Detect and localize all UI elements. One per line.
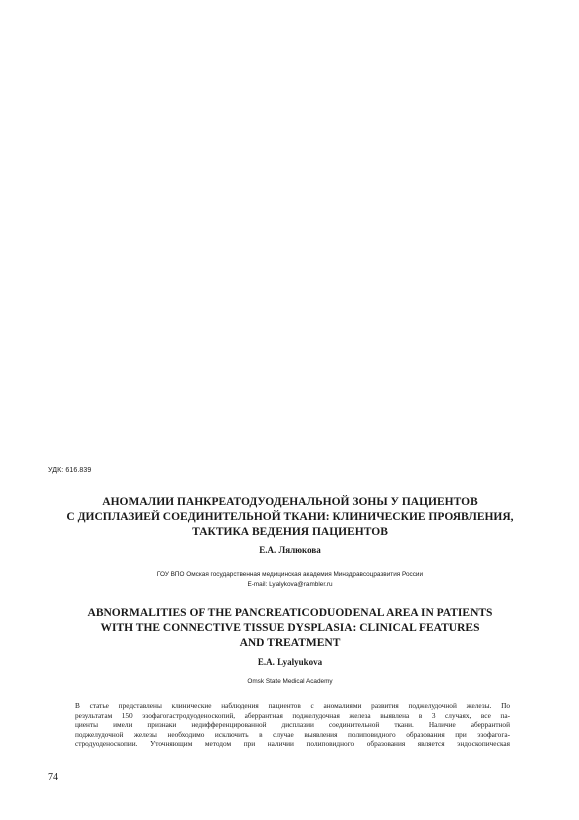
title-ru-line: С ДИСПЛАЗИЕЙ СОЕДИНИТЕЛЬНОЙ ТКАНИ: КЛИНИЧЕСКИЕ ПРОЯВЛЕНИЯ, [66,511,514,523]
article-title-ru [40,495,540,540]
article-title-en [40,606,540,651]
page-number: 74 [48,772,58,783]
abstract-line: стродуоденоскопии. Уточняющим методом при наличии полиповидного образования является эндоскопическая [75,739,510,749]
title-ru-line: АНОМАЛИИ ПАНКРЕАТОДУОДЕНАЛЬНОЙ ЗОНЫ У ПАЦИЕНТОВ [102,496,478,508]
abstract-line: поджелудочной железы необходимо исключить в случае выявления полиповидного образования при эзофагога- [75,729,510,739]
abstract-line: В статье представлены клинические наблюдения пациентов с аномалиями развития поджелудочной железы. По [75,701,510,710]
abstract-line: результатам 150 эзофагогастродуоденоскопий, аберрантная поджелудочная железа выявлена в 3 случаях, все па- [75,710,510,720]
author-en: E.A. Lyalyukova [257,657,323,667]
abstract-text [75,701,510,749]
udk-code: УДК: 616.839 [48,467,92,474]
title-en-line: ABNORMALITIES OF THE PANCREATICODUODENAL AREA IN PATIENTS [87,607,493,619]
title-ru-line: ТАКТИКА ВЕДЕНИЯ ПАЦИЕНТОВ [192,526,388,538]
affiliation-en: Omsk State Medical Academy [247,678,333,685]
title-en-line: WITH THE CONNECTIVE TISSUE DYSPLASIA: CLINICAL FEATURES [100,622,480,634]
affiliation-email: E-mail: Lyalykova@rambler.ru [247,581,333,588]
abstract-line: циенты имели признаки недифференцированной дисплазии соединительной ткани. Наличие аберрантной [75,720,510,730]
title-en-line: AND TREATMENT [239,637,341,649]
author-ru: Е.А. Лялюкова [259,545,321,555]
affiliation-org-ru: ГОУ ВПО Омская государственная медицинская академия Минздравсоцразвития России [156,571,424,578]
affiliation-ru [40,570,540,590]
